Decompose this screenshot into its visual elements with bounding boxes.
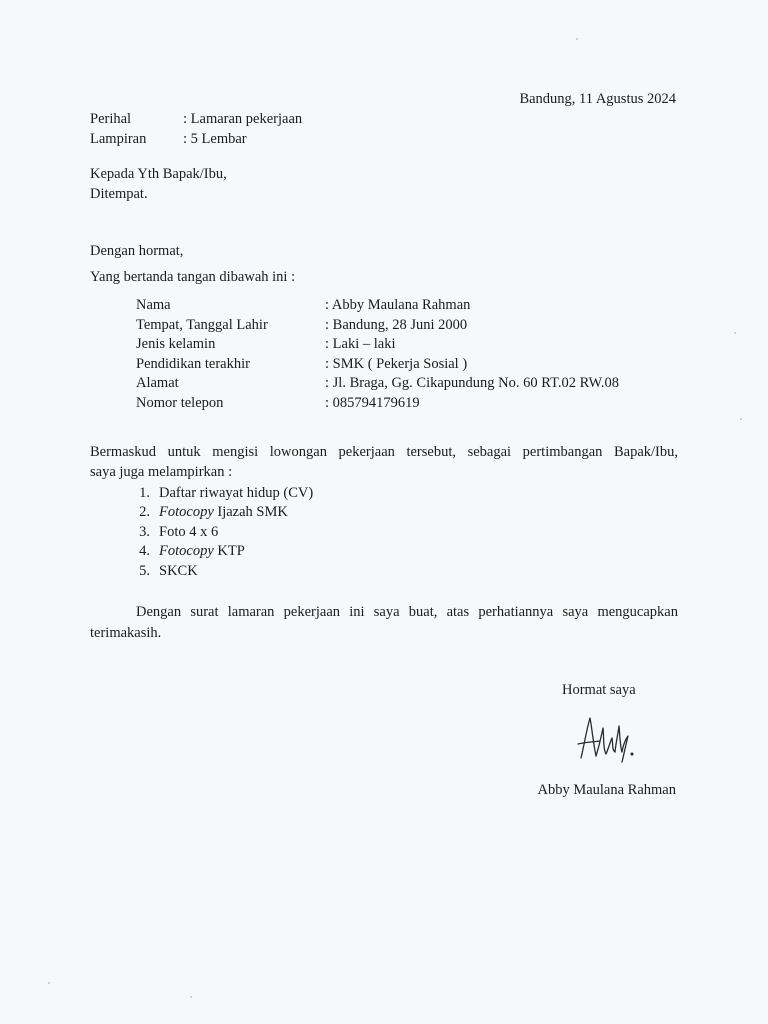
scan-speck <box>740 418 742 420</box>
list-number: 4. <box>139 543 150 559</box>
list-number: 1. <box>139 485 150 501</box>
list-text <box>159 541 245 561</box>
signer-name: Abby Maulana Rahman <box>537 782 676 798</box>
identity-value: : Bandung, 28 Juni 2000 <box>325 317 468 333</box>
list-plain: KTP <box>213 543 245 559</box>
recipient-line: Kepada Yth Bapak/Ibu, <box>90 166 227 182</box>
list-text <box>159 502 288 522</box>
list-italic: Fotocopy <box>159 504 214 520</box>
sign-off: Hormat saya <box>562 682 636 698</box>
lampiran-value: : 5 Lembar <box>183 131 247 147</box>
list-plain: Foto 4 x 6 <box>159 524 219 540</box>
scan-speck <box>48 982 50 984</box>
identity-label: Alamat <box>136 375 179 391</box>
intro-line: Yang bertanda tangan dibawah ini : <box>90 269 296 285</box>
scan-speck <box>190 996 192 998</box>
identity-value: : Laki – laki <box>325 336 396 352</box>
purpose-line: Bermaskud untuk mengisi lowongan pekerjaan tersebut, sebagai pertimbangan Bapak/Ibu, <box>90 444 678 460</box>
scan-speck <box>734 332 736 334</box>
identity-value: : Abby Maulana Rahman <box>325 297 471 313</box>
identity-label: Pendidikan terakhir <box>136 356 250 372</box>
identity-value: : Jl. Braga, Gg. Cikapundung No. 60 RT.02 RW.08 <box>325 375 619 391</box>
list-number: 2. <box>139 504 150 520</box>
recipient-location: Ditempat. <box>90 186 148 202</box>
identity-label: Nama <box>136 297 171 313</box>
handwritten-signature <box>572 712 638 766</box>
closing-line: Dengan surat lamaran pekerjaan ini saya buat, atas perhatiannya saya mengucapkan <box>136 604 678 620</box>
scan-speck <box>576 38 578 40</box>
purpose-line: saya juga melampirkan : <box>90 464 233 480</box>
list-plain: SKCK <box>159 563 198 579</box>
list-number: 5. <box>139 563 150 579</box>
list-text <box>159 522 218 542</box>
identity-label: Tempat, Tanggal Lahir <box>136 317 268 333</box>
list-text <box>159 483 313 503</box>
list-plain: Ijazah SMK <box>213 504 288 520</box>
perihal-label: Perihal <box>90 111 132 127</box>
list-number: 3. <box>139 524 150 540</box>
identity-value: : SMK ( Pekerja Sosial ) <box>325 356 468 372</box>
greeting: Dengan hormat, <box>90 243 184 259</box>
perihal-value: : Lamaran pekerjaan <box>183 111 303 127</box>
identity-label: Jenis kelamin <box>136 336 216 352</box>
identity-value: : 085794179619 <box>325 395 420 411</box>
list-text <box>159 561 198 581</box>
letter-date: Bandung, 11 Agustus 2024 <box>519 91 676 107</box>
closing-line: terimakasih. <box>90 625 162 641</box>
identity-label: Nomor telepon <box>136 395 224 411</box>
list-plain: Daftar riwayat hidup (CV) <box>159 485 314 501</box>
lampiran-label: Lampiran <box>90 131 147 147</box>
list-italic: Fotocopy <box>159 543 214 559</box>
